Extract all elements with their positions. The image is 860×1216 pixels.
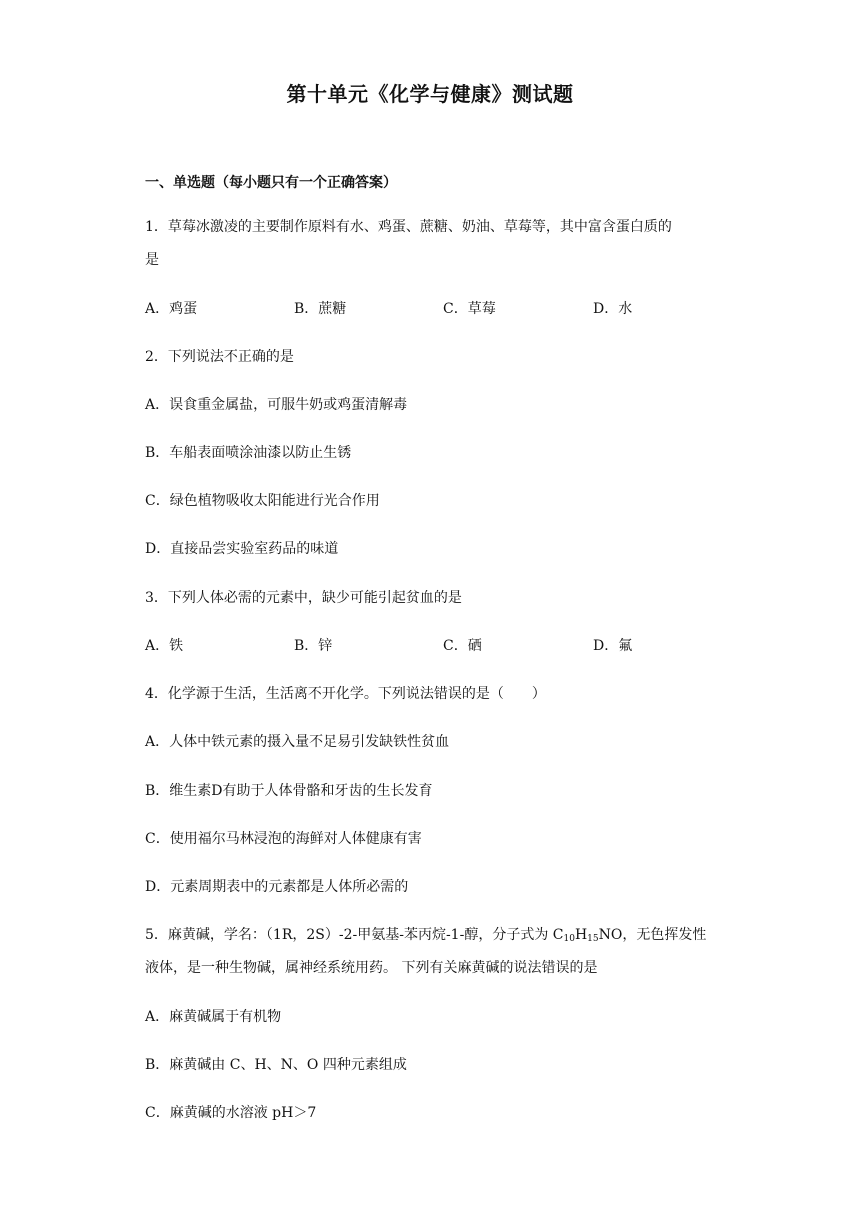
question-1-option-b: B．蔗糖 bbox=[294, 301, 347, 317]
question-3-option-b: B．锌 bbox=[294, 638, 333, 654]
question-4-option-a: A．人体中铁元素的摄入量不足易引发缺铁性贫血 bbox=[145, 734, 450, 750]
question-2-option-b: B．车船表面喷涂油漆以防止生锈 bbox=[145, 445, 352, 461]
question-3-option-d: D．氟 bbox=[593, 638, 633, 654]
question-5-stem-text-end: NO，无色挥发性 bbox=[598, 927, 707, 943]
question-3-stem: 3．下列人体必需的元素中，缺少可能引起贫血的是 bbox=[145, 590, 462, 606]
section-heading: 一、单选题（每小题只有一个正确答案） bbox=[145, 175, 397, 191]
question-2-option-a: A．误食重金属盐，可服牛奶或鸡蛋清解毒 bbox=[145, 397, 408, 413]
question-3-option-c: C．硒 bbox=[443, 638, 482, 654]
page-title: 第十单元《化学与健康》测试题 bbox=[286, 82, 574, 106]
formula-h: H bbox=[574, 927, 588, 943]
question-1-option-a: A．鸡蛋 bbox=[145, 301, 198, 317]
question-5-option-a: A．麻黄碱属于有机物 bbox=[145, 1009, 282, 1025]
question-3-option-a: A．铁 bbox=[145, 638, 184, 654]
question-1-option-c: C．草莓 bbox=[443, 301, 496, 317]
question-5-stem-line-1 bbox=[145, 925, 706, 945]
question-4-stem: 4．化学源于生活，生活离不开化学。下列说法错误的是（ ） bbox=[145, 686, 546, 702]
question-1-stem-line-1: 1．草莓冰激凌的主要制作原料有水、鸡蛋、蔗糖、奶油、草莓等，其中富含蛋白质的 bbox=[145, 219, 672, 235]
question-2-option-d: D．直接品尝实验室药品的味道 bbox=[145, 541, 339, 557]
question-5-stem-line-2: 液体，是一种生物碱，属神经系统用药。 下列有关麻黄碱的说法错误的是 bbox=[145, 960, 598, 976]
question-1-stem-line-2: 是 bbox=[145, 252, 159, 268]
question-5-option-c: C．麻黄碱的水溶液 pH＞7 bbox=[145, 1105, 317, 1121]
question-2-stem: 2．下列说法不正确的是 bbox=[145, 349, 294, 365]
question-1-option-d: D．水 bbox=[593, 301, 633, 317]
question-5-option-b: B．麻黄碱由 C、H、N、O 四种元素组成 bbox=[145, 1057, 407, 1073]
question-2-option-c: C．绿色植物吸收太阳能进行光合作用 bbox=[145, 493, 380, 509]
question-4-option-b: B．维生素D有助于人体骨骼和牙齿的生长发育 bbox=[145, 783, 433, 799]
question-5-stem-text: 5．麻黄碱，学名：（1R，2S）-2-甲氨基-苯丙烷-1-醇，分子式为 C bbox=[145, 927, 564, 943]
formula-subscript-h: 15 bbox=[587, 934, 599, 944]
question-4-option-d: D．元素周期表中的元素都是人体所必需的 bbox=[145, 879, 409, 895]
question-4-option-c: C．使用福尔马林浸泡的海鲜对人体健康有害 bbox=[145, 831, 422, 847]
formula-subscript-c: 10 bbox=[563, 934, 575, 944]
